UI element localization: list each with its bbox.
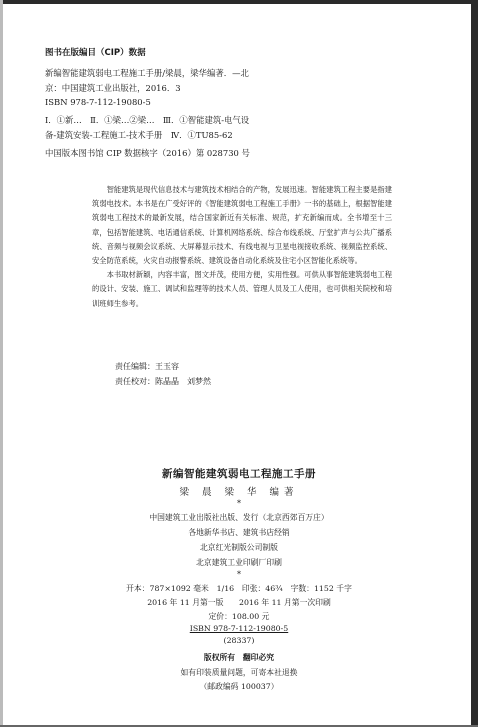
- quality-notice: 如有印装质量问题，可寄本社退换: [180, 668, 298, 677]
- price: 定价：108.00 元: [208, 612, 270, 621]
- cip-number: 中国版本图书馆 CIP 数据核字（2016）第 028730 号: [45, 148, 250, 158]
- cip-title: 图书在版编目（CIP）数据: [45, 48, 146, 58]
- cip-line: 备-建筑安装-工程施工-技术手册 Ⅳ．①TU85-62: [45, 130, 233, 140]
- printer: 北京建筑工业印刷厂印刷: [196, 558, 282, 567]
- responsible-editor: 责任编辑：王玉容: [115, 362, 179, 371]
- book-code: (28337): [223, 636, 255, 645]
- copyright-notice: 版权所有 翻印必究: [203, 653, 275, 662]
- separator-star: *: [237, 499, 241, 508]
- authors: 梁 晨 梁 华 编著: [179, 487, 299, 498]
- book-title: 新编智能建筑弱电工程施工手册: [162, 468, 316, 480]
- print-specs: 开本：787×1092 毫米 1/16 印张：46¾ 字数：1152 千字: [126, 584, 352, 593]
- edition-info: 2016 年 11 月第一版 2016 年 11 月第一次印刷: [147, 598, 331, 607]
- cip-isbn: ISBN 978-7-112-19080-5: [45, 97, 151, 107]
- separator-star: *: [237, 570, 241, 579]
- publisher: 中国建筑工业出版社出版、发行（北京西郊百万庄）: [149, 513, 329, 522]
- cip-line: Ⅰ．①新… Ⅱ．①梁…②梁… Ⅲ．①智能建筑-电气设: [45, 115, 250, 125]
- responsible-proofreader: 责任校对：陈晶晶 刘梦然: [115, 377, 211, 386]
- description-paragraph: 智能建筑是现代信息技术与建筑技术相结合的产物，发展迅速。智能建筑工程主要是指建筑弱电技术。本书是在广受好评的《智能建筑弱电工程施工手册》一书的基础上，根据智能建筑弱电工程技术的最新发展，结合国家新近有关标准、规范，扩充新编而成。全书增至十三章，包括智能建筑、电话通信系统、计算机网络系统、综合布线系统、厅堂扩声与公共广播系统、音频与视频会议系统、大屏幕显示技术、有线电视与卫星电视接收系统、视频监控系统、安全防范系统，火灾自动报警系统、建筑设备自动化系统及住宅小区智能化系统等。: [92, 185, 392, 266]
- isbn: ISBN 978-7-112-19080-5: [189, 624, 289, 633]
- book-description: [92, 183, 392, 311]
- distributor: 各地新华书店、建筑书店经销: [188, 528, 290, 537]
- typesetter: 北京红光制版公司制版: [200, 543, 278, 552]
- description-paragraph: 本书取材新颖，内容丰富，图文并茂，使用方便，实用性强。可供从事智能建筑弱电工程的设计、安装、施工、调试和监理等的技术人员、管理人员及工人使用，也可供相关院校和培训班师生参考。: [92, 270, 392, 308]
- postcode: （邮政编码 100037）: [199, 682, 279, 691]
- cip-line: 新编智能建筑弱电工程施工手册/梁晨，梁华编著．—北: [45, 68, 249, 78]
- scan-border-top: [0, 0, 478, 4]
- cip-line: 京：中国建筑工业出版社，2016．3: [45, 83, 181, 93]
